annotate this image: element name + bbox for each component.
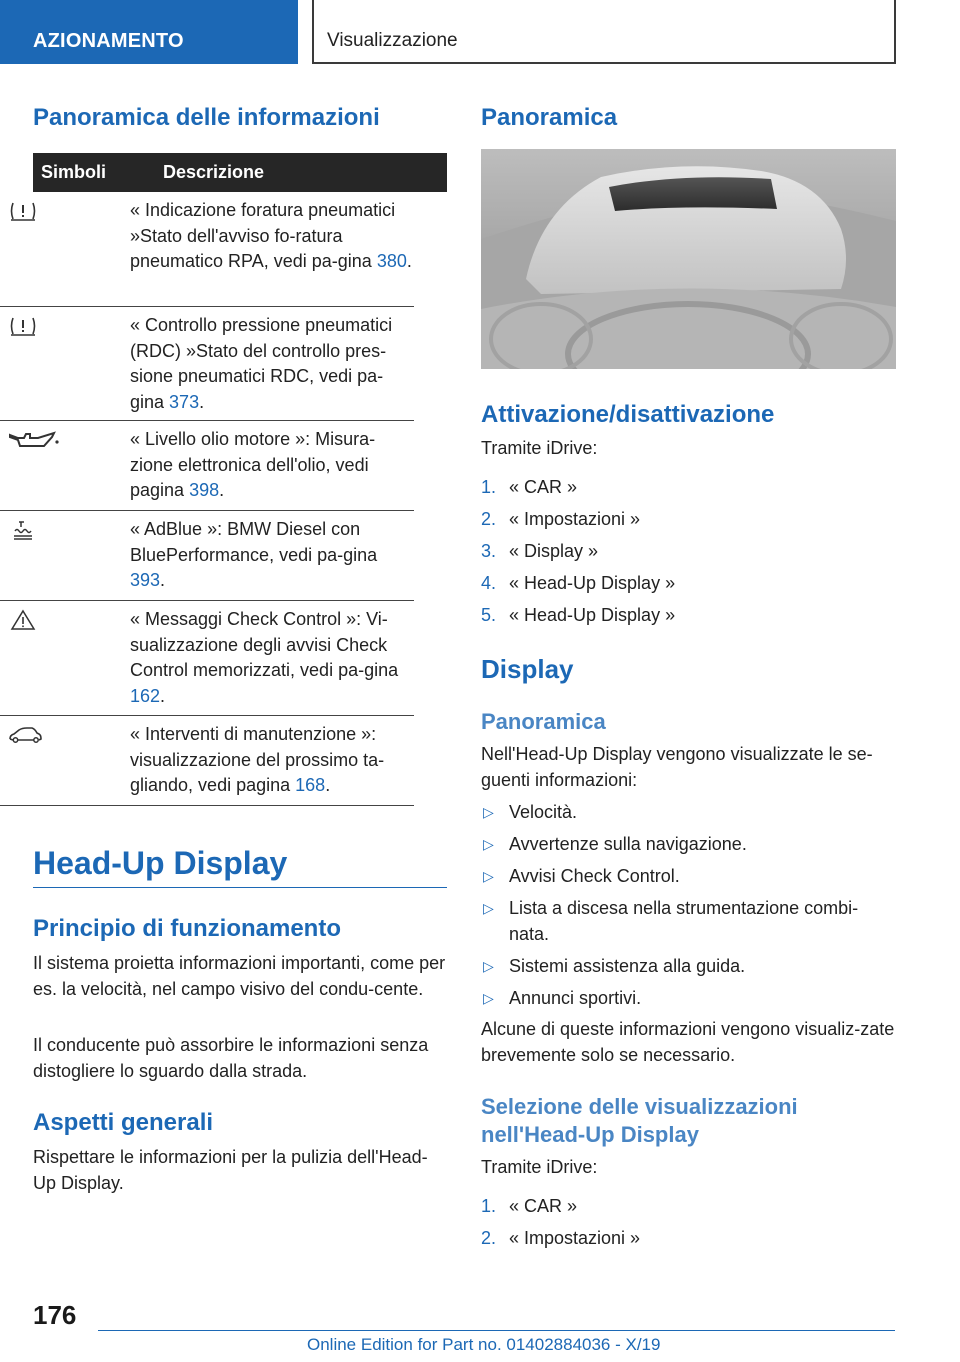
section-tab: Visualizzazione xyxy=(312,0,896,64)
principle-paragraph-1: Il sistema proietta informazioni importanti, come per es. la velocità, nel campo visivo del condu-cente. xyxy=(33,953,446,999)
list-item: ▷ Avvertenze sulla navigazione. xyxy=(481,832,896,858)
list-item: 2. « Impostazioni » xyxy=(481,509,641,529)
bullet-triangle-icon: ▷ xyxy=(483,957,494,974)
chapter-tab: AZIONAMENTO xyxy=(0,0,298,64)
tire-warning-icon xyxy=(8,200,38,222)
bullet-triangle-icon: ▷ xyxy=(483,989,494,1006)
table-row-description: « Indicazione foratura pneumatici »Stato dell'avviso fo-ratura pneumatico RPA, vedi pa-gina 380. xyxy=(130,200,412,271)
table-row xyxy=(0,307,414,421)
principle-title: Principio di funzionamento xyxy=(33,915,341,942)
via-idrive-label-2: Tramite iDrive: xyxy=(481,1157,598,1177)
bullet-triangle-icon: ▷ xyxy=(483,900,494,916)
col-symbols: Simboli xyxy=(41,162,107,182)
list-item: ▷ Avvisi Check Control. xyxy=(481,864,896,890)
general-title: Aspetti generali xyxy=(33,1109,214,1136)
activation-title: Attivazione/disattivazione xyxy=(481,401,775,428)
selection-title: Selezione delle visualizzazioni nell'Head-Up Display xyxy=(481,1094,798,1147)
bullet-triangle-icon: ▷ xyxy=(483,836,494,852)
table-row xyxy=(0,421,414,511)
car-service-icon xyxy=(8,724,42,746)
list-item: 4. « Head-Up Display » xyxy=(481,573,676,593)
table-row-description: « Livello olio motore »: Misura-zione elettronica dell'olio, vedi pagina 398. xyxy=(130,429,376,500)
hud-title: Head-Up Display xyxy=(33,845,288,881)
page-link[interactable]: 162 xyxy=(130,685,161,706)
adblue-icon xyxy=(8,519,38,541)
table-header xyxy=(33,153,447,192)
table-row-description: « AdBlue »: BMW Diesel con BluePerformance, vedi pa-gina 393. xyxy=(130,519,378,590)
table-row-description: « Controllo pressione pneumatici (RDC) »Stato del controllo pres-sione pneumatici RDC, vedi pa-gina 373. xyxy=(130,315,393,412)
page-link[interactable]: 380 xyxy=(376,251,407,271)
list-item: ▷ Annunci sportivi. xyxy=(481,986,896,1012)
list-item: 3. « Display » xyxy=(481,541,599,561)
table-row xyxy=(0,716,414,806)
oil-can-icon xyxy=(8,429,60,451)
via-idrive-label: Tramite iDrive: xyxy=(481,438,598,458)
list-item: 2. « Impostazioni » xyxy=(481,1228,641,1248)
bullet-triangle-icon: ▷ xyxy=(483,804,494,820)
page-link[interactable]: 398 xyxy=(189,480,220,500)
edition-note: Online Edition for Part no. 01402884036 - X/19 xyxy=(307,1335,661,1354)
table-row-description: « Interventi di manutenzione »: visualizzazione del prossimo ta-gliando, vedi pagina 168. xyxy=(130,724,385,795)
overview-info-title: Panoramica delle informazioni xyxy=(33,104,380,131)
list-item: 1. « CAR » xyxy=(481,1196,578,1216)
symbols-table xyxy=(33,153,447,192)
principle-paragraph-2: Il conducente può assorbire le informazioni senza distogliere lo sguardo dalla strada. xyxy=(33,1035,429,1081)
table-row-description: « Messaggi Check Control »: Vi-sualizzazione degli avvisi Check Control memorizzati, vedi pa-gina 162. xyxy=(130,609,399,706)
warning-triangle-icon xyxy=(8,609,38,631)
page-link[interactable]: 168 xyxy=(295,775,326,795)
overview-title: Panoramica xyxy=(481,104,618,131)
list-item: ▷ Lista a discesa nella strumentazione combi-nata. xyxy=(483,898,859,944)
general-paragraph: Rispettare le informazioni per la pulizia dell'Head-Up Display. xyxy=(33,1147,428,1193)
tire-pressure-icon xyxy=(8,315,38,337)
list-item: 5. « Head-Up Display » xyxy=(481,605,676,625)
activation-steps xyxy=(481,471,896,631)
hud-photo xyxy=(481,149,896,369)
display-title: Display xyxy=(481,654,574,684)
col-description: Descrizione xyxy=(163,162,265,182)
list-item: ▷ Sistemi assistenza alla guida. xyxy=(481,954,896,980)
display-paragraph: Nell'Head-Up Display vengono visualizzate le se-guenti informazioni: xyxy=(481,744,873,790)
bullet-triangle-icon: ▷ xyxy=(483,868,494,884)
table-row xyxy=(0,601,414,716)
display-paragraph-2: Alcune di queste informazioni vengono visualiz-zate brevemente solo se necessario. xyxy=(481,1019,895,1065)
selection-steps xyxy=(481,1190,896,1254)
table-row xyxy=(0,192,414,307)
page-link[interactable]: 373 xyxy=(169,391,200,412)
page-number: 176 xyxy=(33,1300,77,1330)
footer-rule xyxy=(98,1330,895,1331)
list-item: 1. « CAR » xyxy=(481,477,578,497)
page-link[interactable]: 393 xyxy=(130,570,161,590)
title-rule xyxy=(33,887,447,888)
table-row xyxy=(0,511,414,601)
display-subtitle: Panoramica xyxy=(481,709,606,734)
display-items xyxy=(481,800,896,1018)
list-item: ▷ Velocità. xyxy=(481,800,896,826)
